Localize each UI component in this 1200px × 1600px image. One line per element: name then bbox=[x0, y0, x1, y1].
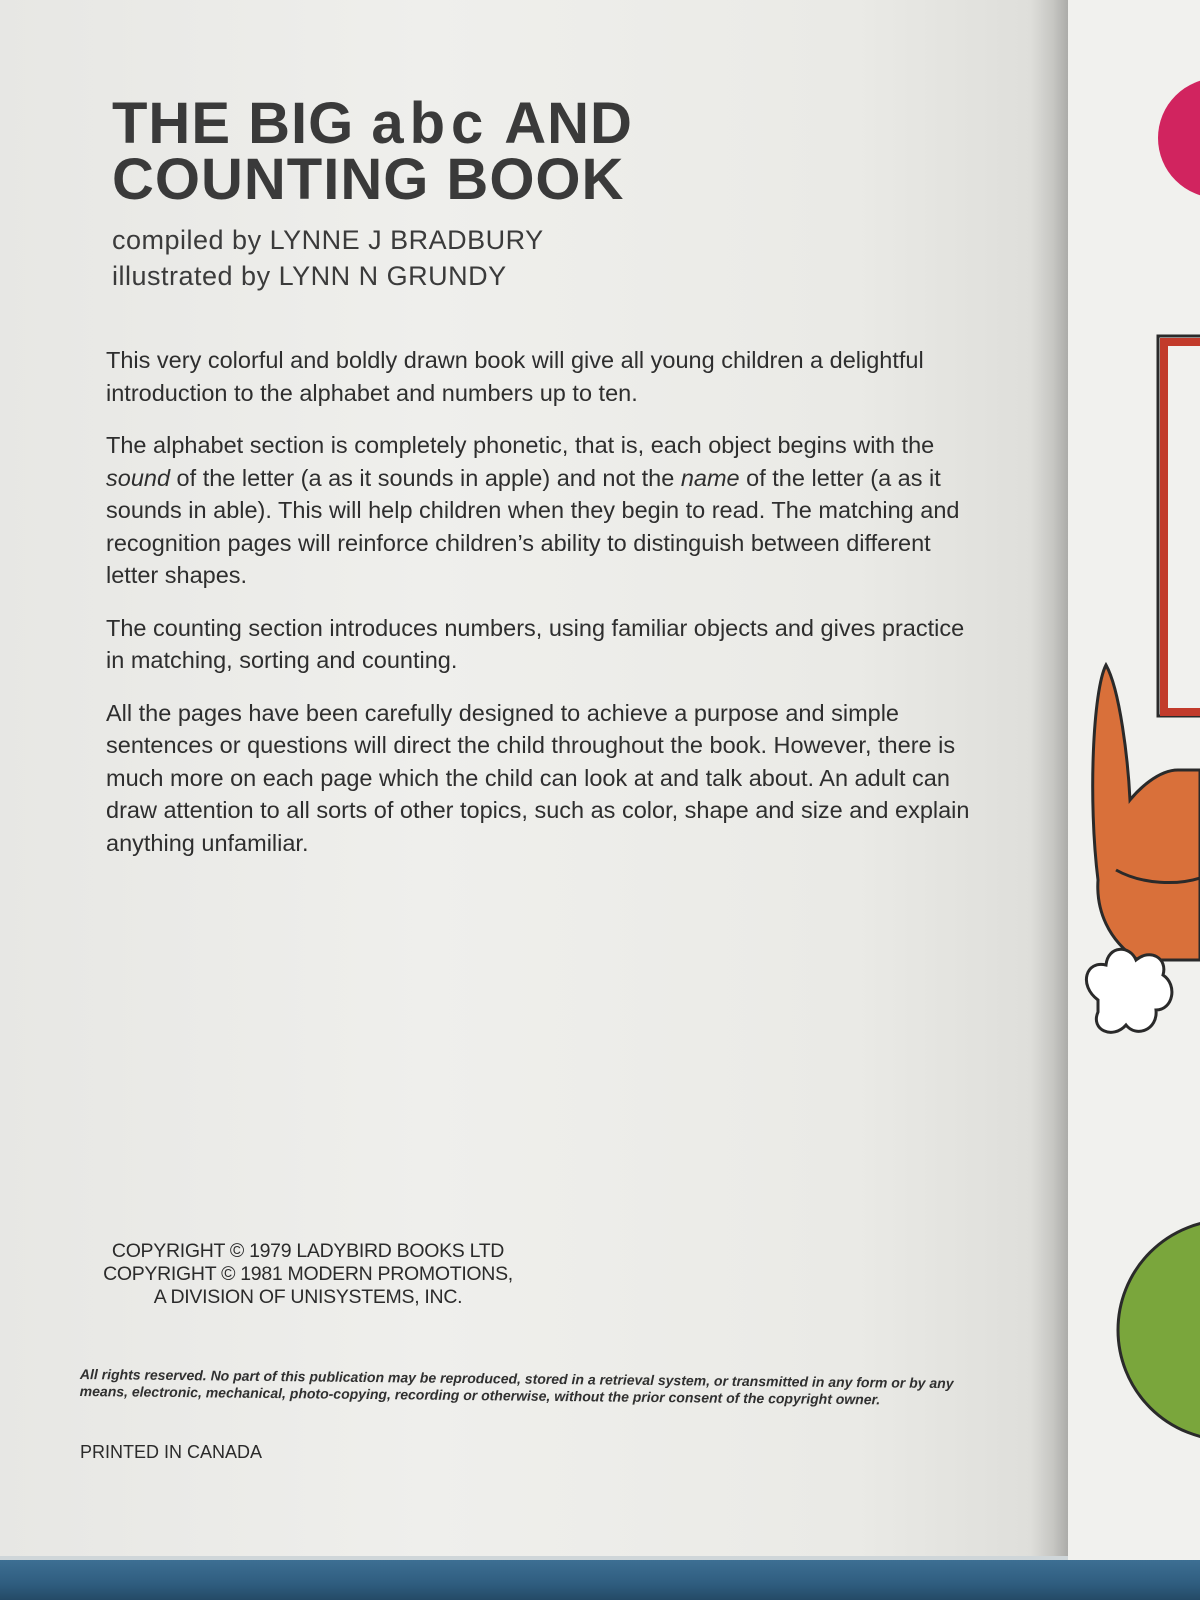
copyright-line-1: COPYRIGHT © 1979 LADYBIRD BOOKS LTD bbox=[111, 1240, 505, 1262]
copyright-line-3: A DIVISION OF UNISYSTEMS, INC. bbox=[153, 1286, 463, 1308]
red-frame bbox=[1158, 336, 1200, 716]
paragraph-2-part-b: of the letter (a as it sounds in apple) and not the bbox=[170, 464, 681, 491]
illustrated-by: illustrated by LYNN N GRUNDY bbox=[112, 261, 507, 291]
green-ball-icon bbox=[1118, 1220, 1200, 1440]
right-page-illustration bbox=[1068, 0, 1200, 1560]
title-abc: abc bbox=[371, 91, 490, 156]
rights-reserved-notice: All rights reserved. No part of this publication may be reproduced, stored in a retrieval system, or transmitted in any form or by any means, electronic, mechanical, photo-copying, recording or otherwise, without the prior consent of the copyright owner. bbox=[79, 1366, 954, 1408]
copyright-line-2: COPYRIGHT © 1981 MODERN PROMOTIONS, bbox=[103, 1263, 513, 1285]
title-the-big: THE BIG bbox=[112, 91, 372, 156]
introduction-text bbox=[106, 344, 986, 879]
rabbit-icon bbox=[1086, 665, 1200, 1032]
cover-strip bbox=[0, 1560, 1200, 1600]
credits bbox=[112, 222, 544, 294]
paragraph-4: All the pages have been carefully designed to achieve a purpose and simple sentences or questions will direct the child throughout the book. However, there is much more on each page which the child can look at and talk about. An adult can draw attention to all sorts of other topics, such as color, shape and size and explain anything unfamiliar. bbox=[106, 699, 970, 856]
paragraph-2 bbox=[106, 429, 986, 592]
emphasis-name: name bbox=[680, 464, 740, 491]
paragraph-3: The counting section introduces numbers, using familiar objects and gives practice in matching, sorting and counting. bbox=[106, 614, 965, 673]
spine-shadow bbox=[1030, 0, 1068, 1600]
paragraph-1: This very colorful and boldly drawn book will give all young children a delightful introduction to the alphabet and numbers up to ten. bbox=[106, 347, 924, 406]
paragraph-2-part-a: The alphabet section is completely phonetic, that is, each object begins with the bbox=[106, 432, 935, 458]
printed-in: PRINTED IN CANADA bbox=[80, 1442, 263, 1462]
title-and: AND bbox=[489, 91, 633, 156]
book-title bbox=[112, 91, 633, 212]
title-line-2: COUNTING BOOK bbox=[112, 147, 625, 212]
paragraph-2-part-c: of the letter (a as it sounds in able). This will help children when they begin to read. The matching and recognition pages will reinforce children’s ability to distinguish between different letter shapes. bbox=[106, 464, 960, 588]
magenta-letter-shape bbox=[1158, 78, 1200, 198]
compiled-by: compiled by LYNNE J BRADBURY bbox=[112, 225, 544, 255]
emphasis-sound: sound bbox=[106, 464, 171, 491]
copyright-block bbox=[78, 1240, 538, 1309]
